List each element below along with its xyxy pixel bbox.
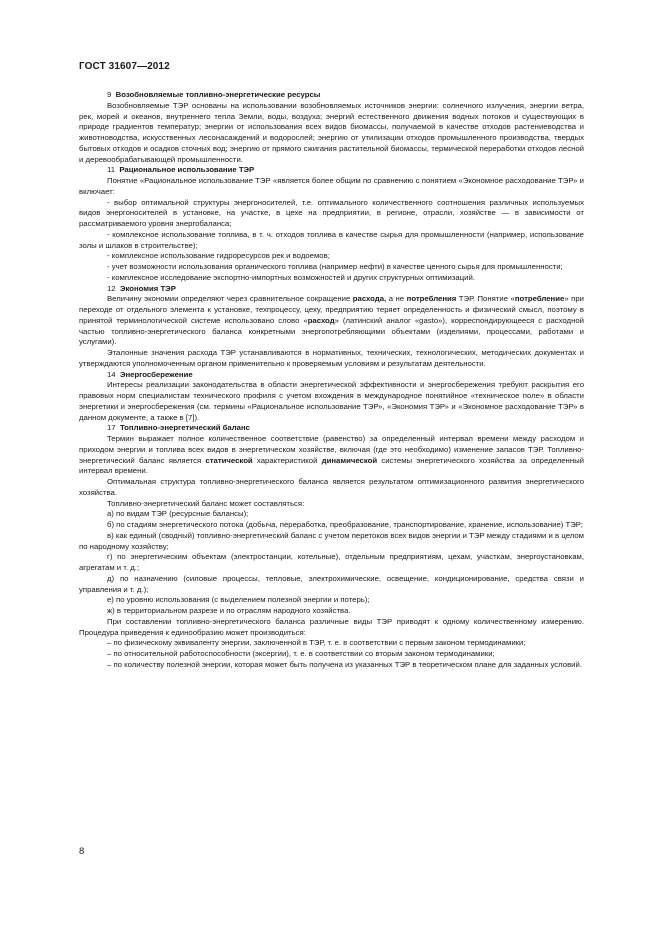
section-17-paragraph-4: При составлении топливно-энергетического баланса различные виды ТЭР приводят к одному количественному измерению. Процедура приведения к единообразию может производиться: (79, 616, 584, 637)
bold-term: расход (307, 315, 335, 325)
text-run: » (латинский аналог «gasto»), корреспондирующееся с расходной частью топливно-энергетического баланса конкретными энергопотребляющими объектами (изделиями, процессами, работами и услугами). (79, 315, 584, 347)
balance-type-item: д) по назначению (силовые процессы, тепловые, электрохимические, освещение, кондиционирование, средства связи и управления и т. д.); (79, 573, 584, 594)
text-run: » при переходе от отдельного элемента к установке, техпроцессу, цеху, предприятию теряет определенность и физический смысл, поэтому в принятой терминологической системе использовано слово « (79, 294, 584, 325)
section-11-item: - комплексное использование топлива, в т. ч. отходов топлива в качестве сырья для промышленности (например, использование золы и шлаков в строительстве); (79, 229, 584, 250)
document-body (79, 90, 584, 671)
page-number: 8 (79, 846, 85, 857)
document-code-header: ГОСТ 31607—2012 (79, 61, 170, 72)
section-17-number: 17 (107, 423, 116, 433)
text-run: ТЭР. Понятие « (456, 294, 515, 304)
bold-term: расхода, (352, 294, 387, 304)
section-14-heading (79, 370, 584, 381)
reduction-method-item: – по физическому эквиваленту энергии, заключенной в ТЭР, т. е. в соответствии с первым законом термодинамики; (107, 638, 526, 648)
section-11-item: - комплексное использование гидроресурсов рек и водоемов; (107, 251, 330, 261)
bold-term: потребление (514, 294, 565, 304)
balance-type-item: г) по энергетическим объектам (электростанции, котельные), отдельным предприятиям, цехам, участкам, энергоустановкам, агрегатам и т. д.; (79, 552, 584, 572)
section-17-title: Топливно-энергетический баланс (119, 423, 250, 433)
section-17-paragraph-2: Оптимальная структура топливно-энергетического баланса является результатом оптимизационного развития энергетического хозяйства. (79, 477, 584, 497)
section-11-heading (79, 165, 584, 176)
section-12-paragraph-1 (79, 294, 584, 348)
balance-type-item: е) по уровню использования (с выделением полезной энергии и потерь); (107, 595, 370, 605)
section-17-heading (79, 423, 584, 434)
balance-type-item: ж) в территориальном разрезе и по отраслям народного хозяйства. (107, 606, 351, 615)
text-run: Величину экономии определяют через сравнительное сокращение (107, 294, 353, 304)
section-14-paragraph: Интересы реализации законодательства в области энергетической эффективности и энергосбережения требуют раскрытия его правовых норм специалистам технического профиля с учетом вхождения в международное понятийное «техническое поле» в области энергетики и энергосбережения (см. термины «Рациональное использование ТЭР», «Экономия ТЭР» и «Экономное расходование ТЭР» в данном документе, а также в [7]). (79, 380, 584, 422)
reduction-method-item: – по относительной работоспособности (эксергии), т. е. в соответствии со вторым законом термодинамики; (107, 649, 495, 658)
section-17-paragraph-1 (79, 434, 584, 477)
reduction-method-item: – по количеству полезной энергии, которая может быть получена из указанных ТЭР в теоретическом плане для заданных условий. (107, 659, 582, 669)
section-12-paragraph-2: Эталонные значения расхода ТЭР устанавливаются в нормативных, технических, технологических, методических документах и утверждаются уполномоченным органом применительно к проверяемым условиям и результатам деятельности. (79, 348, 584, 368)
section-12-heading (79, 284, 584, 295)
text-run: а не (386, 294, 407, 304)
balance-type-item: б) по стадиям энергетического потока (добыча, переработка, преобразование, транспортирование, хранение, использование) ТЭР; (107, 520, 583, 529)
section-11-item: - комплексное исследование экспортно-импортных возможностей и других структурных оптимизаций. (107, 272, 475, 282)
bold-term: потребления (406, 294, 457, 304)
section-9-number: 9 (107, 90, 112, 99)
text-run: характеристикой (252, 455, 322, 465)
section-17-paragraph-3: Топливно-энергетический баланс может составляться: (107, 498, 305, 508)
section-11-title: Рациональное использование ТЭР (119, 165, 255, 175)
bold-term: статической (205, 455, 253, 465)
section-14-number: 14 (107, 369, 116, 379)
section-12-title: Экономия ТЭР (119, 283, 176, 293)
section-11-intro: Понятие «Рациональное использование ТЭР «является более общим по сравнению с понятием «Экономное расходование ТЭР» и включает: (79, 176, 584, 196)
section-9-heading (79, 90, 584, 101)
bold-term: динамической (321, 455, 378, 465)
section-12-number: 12 (107, 283, 116, 293)
text-run: Термин выражает полное количественное соответствие (равенство) за определенный интервал времени между расходом и приходом энергии и топлива всех видов в энергетическом хозяйстве, включая (где это необходимо) изменение запасов ТЭР. Топливно-энергетический баланс является (79, 434, 584, 465)
section-11-item: - выбор оптимальной структуры энергоносителей, т.е. оптимального количественного соотношения различных используемых видов энергоносителей в установке, на участке, в цехе на предприятии, в регионе, отрасли, хозяйстве — в зависимости от рассматриваемого уровня энергобаланса; (79, 197, 584, 228)
text-run: системы энергетического хозяйства за определенный интервал времени. (79, 455, 584, 476)
section-9-title: Возобновляемые топливно-энергетические ресурсы (115, 90, 321, 99)
section-14-title: Энергосбережение (119, 369, 193, 379)
balance-type-item: в) как единый (сводный) топливно-энергетический баланс с учетом перетоков всех видов энергии и ТЭР между стадиями и в целом по народному хозяйству; (79, 530, 584, 551)
section-9-paragraph: Возобновляемые ТЭР основаны на использовании возобновляемых источников энергии: солнечного излучения, энергии ветра, рек, морей и океанов, внутреннего тепла Земли, воды, воздуха; энергий естественного движения водных потоков и существующих в природе градиентов температур; энергии от использования всех видов биомассы, получаемой в качестве отходов растениеводства и животноводства, искусственных лесонасаждений и водорослей; энергию от утилизации отходов промышленного производства, твердых бытовых отходов и осадков сточных вод; энергию от прямого сжигания растительной биомассы, термической переработки отходов лесной и деревообрабатывающей промышленности. (79, 100, 584, 164)
section-11-number: 11 (107, 165, 116, 175)
section-11-item: - учет возможности использования органического топлива (например нефти) в качестве ценного сырья для промышленности; (107, 262, 563, 271)
balance-type-item: а) по видам ТЭР (ресурсные балансы); (107, 509, 249, 519)
